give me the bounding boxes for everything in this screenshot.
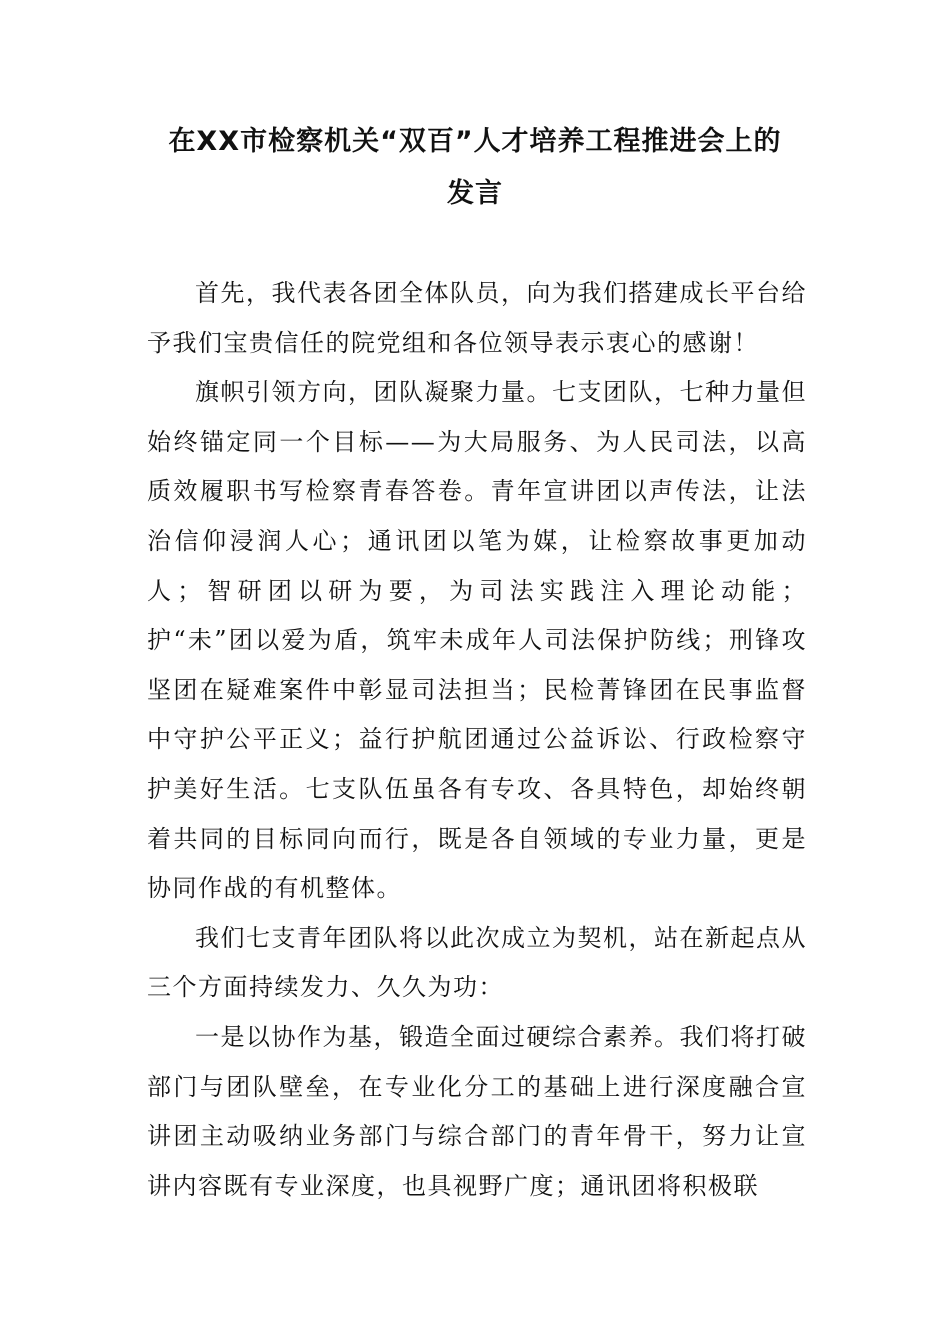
paragraph-thanks: 首先，我代表各团全体队员，向为我们搭建成长平台给予我们宝贵信任的院党组和各位领导表示衷心的感谢！ [147, 279, 807, 357]
title-line-2: 发言 [447, 178, 503, 209]
paragraph-intro-plan: 我们七支青年团队将以此次成立为契机，站在新起点从三个方面持续发力、久久为功： [147, 923, 807, 1002]
title-line-1: 在XX市检察机关“双百”人才培养工程推进会上的 [168, 126, 782, 157]
paragraph-point-one: 一是以协作为基，锻造全面过硬综合素养。我们将打破部门与团队壁垒，在专业化分工的基础上进行深度融合宣讲团主动吸纳业务部门与综合部门的青年骨干，努力让宣讲内容既有专业深度，也具视野广度；通讯团将积极联 [147, 1022, 807, 1200]
paragraph-teams: 旗帜引领方向，团队凝聚力量。七支团队，七种力量但始终锚定同一个目标——为大局服务、为人民司法，以高质效履职书写检察青春答卷。青年宣讲团以声传法，让法治信仰浸润人心；通讯团以笔为媒，让检察故事更加动人；智研团以研为要，为司法实践注入理论动能；护“未”团以爱为盾，筑牢未成年人司法保护防线；刑锋攻坚团在疑难案件中彰显司法担当；民检菁锋团在民事监督中守护公平正义；益行护航团通过公益诉讼、行政检察守护美好生活。七支队伍虽各有专攻、各具特色，却始终朝着共同的目标同向而行，既是各自领域的专业力量，更是协同作战的有机整体。 [147, 378, 807, 903]
document-title [120, 116, 830, 220]
document-body [147, 269, 807, 1211]
